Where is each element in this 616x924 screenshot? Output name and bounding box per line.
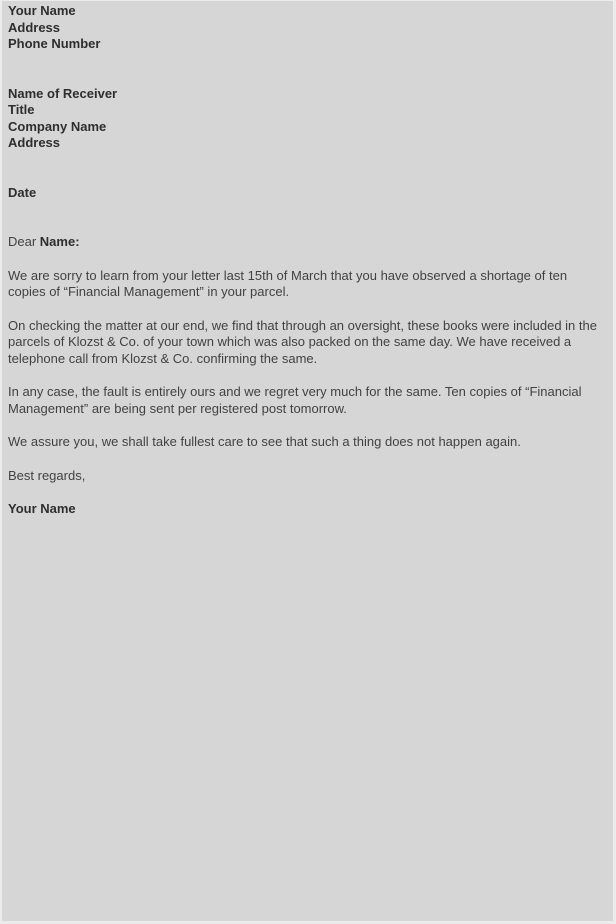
sender-phone: Phone Number: [8, 36, 101, 51]
receiver-address: Address: [8, 135, 61, 150]
signature-name: Your Name: [8, 501, 76, 516]
body-paragraph-3: In any case, the fault is entirely ours and we regret very much for the same. Ten copies of “Financial Management” are being sent per registered post tomorrow.: [8, 384, 582, 416]
body-paragraph-1: We are sorry to learn from your letter last 15th of March that you have observed a shortage of ten copies of “Financial Management” in your parcel.: [8, 267, 568, 299]
sender-address: Address: [8, 19, 61, 35]
sender-name: Your Name: [8, 3, 76, 18]
body-paragraph-4: We assure you, we shall take fullest care to see that such a thing does not happen again.: [8, 434, 521, 449]
body-paragraph-2: On checking the matter at our end, we find that through an oversight, these books were included in the parcels of Klozst & Co. of your town which was also packed on the same day. We have received a telephone call from Klozst & Co. confirming the same.: [8, 317, 597, 366]
salutation-name: Name:: [39, 234, 80, 249]
receiver-title: Title: [8, 102, 35, 117]
salutation-prefix: Dear: [8, 234, 40, 249]
receiver-block: [8, 86, 605, 152]
receiver-name: Name of Receiver: [8, 85, 118, 101]
receiver-company: Company Name: [8, 118, 107, 134]
closing-line: Best regards,: [8, 467, 86, 483]
date-label: Date: [8, 184, 37, 200]
sender-block: [8, 3, 605, 53]
salutation: [8, 234, 605, 251]
